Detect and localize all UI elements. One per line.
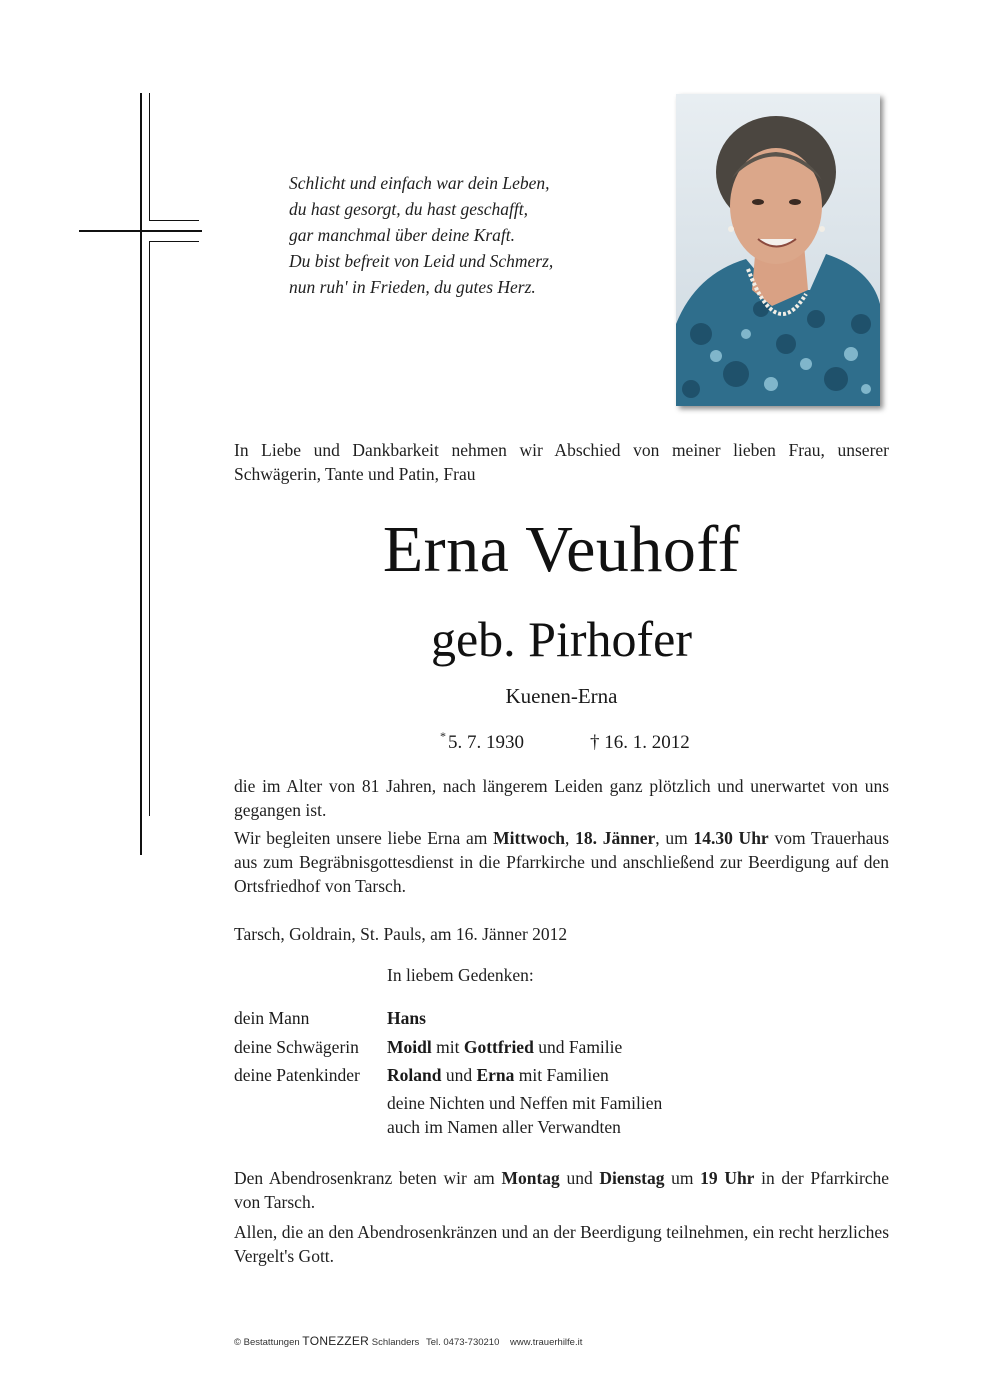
funeral-time: 14.30 Uhr	[693, 828, 769, 848]
rosary-text: und	[566, 1168, 593, 1188]
mourner-names	[387, 1035, 622, 1059]
copyright-mark: ©	[234, 1337, 241, 1348]
mourner-role: deine Schwägerin	[234, 1037, 359, 1057]
mourner-sep: und	[441, 1065, 477, 1085]
birth-mark: *	[440, 729, 446, 743]
passing-text: die im Alter von 81 Jahren, nach längerem Leiden ganz plötzlich und unerwartet von uns gegangen ist.	[234, 776, 889, 820]
footer-brand: TONEZZER	[302, 1334, 370, 1348]
footer-tel: Tel. 0473-730210	[425, 1337, 500, 1348]
funeral-day: Mittwoch	[493, 828, 566, 848]
mourner-name: Gottfried	[463, 1037, 534, 1057]
mourner-names	[387, 1063, 609, 1087]
mourner-name: Moidl	[387, 1037, 432, 1057]
rosary-info	[234, 1166, 889, 1214]
deceased-name: Erna Veuhoff	[382, 513, 741, 586]
death-date: † 16. 1. 2012	[590, 732, 690, 753]
mourner-name: Roland	[387, 1065, 442, 1085]
funeral-text: Wir begleiten unsere liebe Erna am	[234, 828, 488, 848]
thanks-text: Allen, die an den Abendrosenkränzen und an der Beerdigung teilnehmen, ein recht herzliches Vergelt's Gott.	[234, 1222, 889, 1266]
poem-line: gar manchmal über deine Kraft.	[289, 225, 516, 245]
poem-line: Schlicht und einfach war dein Leben,	[289, 173, 550, 193]
mourner-role: deine Patenkinder	[234, 1065, 360, 1085]
cross-horizontal-thin-upper	[149, 220, 199, 221]
footer-town: Schlanders	[371, 1337, 420, 1348]
mourner-name: Hans	[387, 1008, 426, 1028]
mourner-rest: mit Familien	[514, 1065, 609, 1085]
cross-horizontal-thin-lower	[149, 241, 199, 242]
portrait-photo	[676, 94, 880, 406]
mourner-role: dein Mann	[234, 1008, 310, 1028]
mourner-row	[234, 1063, 889, 1087]
funeral-date: 18. Jänner	[575, 828, 656, 848]
poem-line: Du bist befreit von Leid und Schmerz,	[289, 251, 554, 271]
rosary-time: 19 Uhr	[700, 1168, 755, 1188]
footer-web: www.trauerhilfe.it	[510, 1337, 583, 1348]
funeral-text: , um	[655, 828, 688, 848]
relatives-line: auch im Namen aller Verwandten	[387, 1117, 621, 1137]
mourner-sep: mit	[431, 1037, 464, 1057]
portrait-illustration	[676, 94, 880, 406]
maiden-name: geb. Pirhofer	[430, 611, 693, 667]
mourner-row	[234, 1035, 889, 1059]
place-date: Tarsch, Goldrain, St. Pauls, am 16. Jänner 2012	[234, 924, 568, 944]
funeral-text: vom Trauerhaus aus zum Begräbnisgottesdienst in die Pfarrkirche und anschließend zur Beerdigung auf den Ortsfriedhof von Tarsch.	[234, 828, 890, 896]
birth-date: 5. 7. 1930	[448, 732, 524, 753]
footer-pre: Bestattungen	[243, 1337, 300, 1348]
relatives-line: deine Nichten und Neffen mit Familien	[387, 1093, 663, 1113]
poem-line: du hast gesorgt, du hast geschafft,	[289, 199, 529, 219]
rosary-text: Den Abendrosenkranz beten wir am	[234, 1168, 495, 1188]
funeral-info	[234, 826, 889, 898]
cross-horizontal-main	[79, 230, 202, 232]
footer	[234, 1334, 582, 1348]
intro-text: In Liebe und Dankbarkeit nehmen wir Abschied von meiner lieben Frau, unserer Schwägerin, Tante und Patin, Frau	[234, 440, 889, 484]
nickname: Kuenen-Erna	[505, 684, 618, 708]
funeral-text: ,	[565, 828, 570, 848]
memory-heading: In liebem Gedenken:	[387, 965, 534, 985]
poem-line: nun ruh' in Frieden, du gutes Herz.	[289, 277, 536, 297]
rosary-text: um	[671, 1168, 694, 1188]
cross-vertical-main	[140, 93, 142, 855]
rosary-day: Dienstag	[599, 1168, 665, 1188]
cross-vertical-thin-upper	[149, 93, 150, 220]
mourner-row	[234, 1006, 889, 1030]
rosary-text: in der Pfarrkirche von Tarsch.	[234, 1168, 890, 1212]
cross-vertical-thin-lower	[149, 241, 150, 816]
mourner-rest: und Familie	[533, 1037, 623, 1057]
mourner-names	[387, 1006, 426, 1030]
rosary-day: Montag	[501, 1168, 560, 1188]
mourner-name: Erna	[476, 1065, 515, 1085]
memorial-poem	[289, 170, 629, 300]
